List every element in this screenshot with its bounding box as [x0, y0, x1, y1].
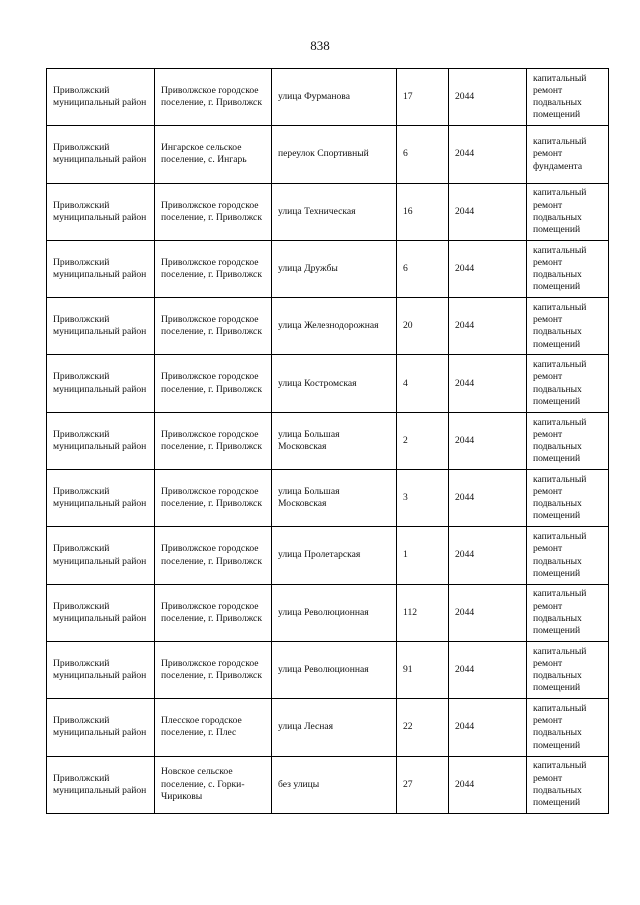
house-number-cell: 2	[397, 412, 449, 469]
house-number-cell: 22	[397, 699, 449, 756]
year-cell: 2044	[449, 298, 527, 355]
table-row	[47, 699, 609, 756]
work-type-cell: капитальный ремонт подвальных помещений	[527, 699, 609, 756]
year-cell: 2044	[449, 355, 527, 412]
settlement-cell: Приволжское городское поселение, г. Приволжск	[155, 641, 272, 698]
street-cell: улица Костромская	[272, 355, 397, 412]
house-number-cell: 6	[397, 126, 449, 183]
table-row	[47, 355, 609, 412]
street-cell: улица Пролетарская	[272, 527, 397, 584]
settlement-cell: Приволжское городское поселение, г. Приволжск	[155, 355, 272, 412]
house-number-cell: 4	[397, 355, 449, 412]
table-row	[47, 641, 609, 698]
district-cell: Приволжский муниципальный район	[47, 470, 155, 527]
street-cell: улица Дружбы	[272, 240, 397, 297]
table-row	[47, 412, 609, 469]
district-cell: Приволжский муниципальный район	[47, 298, 155, 355]
work-type-cell: капитальный ремонт подвальных помещений	[527, 298, 609, 355]
district-cell: Приволжский муниципальный район	[47, 183, 155, 240]
work-type-cell: капитальный ремонт подвальных помещений	[527, 69, 609, 126]
year-cell: 2044	[449, 470, 527, 527]
district-cell: Приволжский муниципальный район	[47, 699, 155, 756]
street-cell: улица Революционная	[272, 641, 397, 698]
district-cell: Приволжский муниципальный район	[47, 527, 155, 584]
table-row	[47, 756, 609, 813]
street-cell: улица Лесная	[272, 699, 397, 756]
work-type-cell: капитальный ремонт фундамента	[527, 126, 609, 183]
year-cell: 2044	[449, 584, 527, 641]
work-type-cell: капитальный ремонт подвальных помещений	[527, 183, 609, 240]
year-cell: 2044	[449, 699, 527, 756]
table-row	[47, 126, 609, 183]
street-cell: улица Техническая	[272, 183, 397, 240]
page-number: 838	[310, 38, 330, 53]
street-cell: улица Фурманова	[272, 69, 397, 126]
year-cell: 2044	[449, 756, 527, 813]
table-row	[47, 298, 609, 355]
house-number-cell: 27	[397, 756, 449, 813]
table-row	[47, 240, 609, 297]
settlement-cell: Новское сельское поселение, с. Горки-Чириковы	[155, 756, 272, 813]
house-number-cell: 91	[397, 641, 449, 698]
street-cell: без улицы	[272, 756, 397, 813]
house-number-cell: 1	[397, 527, 449, 584]
district-cell: Приволжский муниципальный район	[47, 584, 155, 641]
table-row	[47, 470, 609, 527]
table-row	[47, 183, 609, 240]
registry-table	[46, 68, 609, 814]
table-row	[47, 584, 609, 641]
house-number-cell: 6	[397, 240, 449, 297]
work-type-cell: капитальный ремонт подвальных помещений	[527, 584, 609, 641]
district-cell: Приволжский муниципальный район	[47, 240, 155, 297]
house-number-cell: 112	[397, 584, 449, 641]
settlement-cell: Приволжское городское поселение, г. Приволжск	[155, 240, 272, 297]
settlement-cell: Приволжское городское поселение, г. Приволжск	[155, 527, 272, 584]
year-cell: 2044	[449, 240, 527, 297]
work-type-cell: капитальный ремонт подвальных помещений	[527, 240, 609, 297]
year-cell: 2044	[449, 126, 527, 183]
work-type-cell: капитальный ремонт подвальных помещений	[527, 641, 609, 698]
street-cell: переулок Спортивный	[272, 126, 397, 183]
year-cell: 2044	[449, 412, 527, 469]
house-number-cell: 16	[397, 183, 449, 240]
district-cell: Приволжский муниципальный район	[47, 355, 155, 412]
settlement-cell: Приволжское городское поселение, г. Приволжск	[155, 183, 272, 240]
year-cell: 2044	[449, 69, 527, 126]
district-cell: Приволжский муниципальный район	[47, 412, 155, 469]
table-row	[47, 69, 609, 126]
year-cell: 2044	[449, 641, 527, 698]
work-type-cell: капитальный ремонт подвальных помещений	[527, 756, 609, 813]
table-row	[47, 527, 609, 584]
house-number-cell: 20	[397, 298, 449, 355]
house-number-cell: 17	[397, 69, 449, 126]
street-cell: улица Революционная	[272, 584, 397, 641]
settlement-cell: Приволжское городское поселение, г. Приволжск	[155, 298, 272, 355]
street-cell: улица Железнодорожная	[272, 298, 397, 355]
year-cell: 2044	[449, 527, 527, 584]
house-number-cell: 3	[397, 470, 449, 527]
settlement-cell: Приволжское городское поселение, г. Приволжск	[155, 412, 272, 469]
settlement-cell: Приволжское городское поселение, г. Приволжск	[155, 470, 272, 527]
registry-body	[47, 69, 609, 814]
street-cell: улица Большая Московская	[272, 412, 397, 469]
district-cell: Приволжский муниципальный район	[47, 69, 155, 126]
settlement-cell: Приволжское городское поселение, г. Приволжск	[155, 69, 272, 126]
district-cell: Приволжский муниципальный район	[47, 641, 155, 698]
work-type-cell: капитальный ремонт подвальных помещений	[527, 412, 609, 469]
work-type-cell: капитальный ремонт подвальных помещений	[527, 470, 609, 527]
settlement-cell: Ингарское сельское поселение, с. Ингарь	[155, 126, 272, 183]
district-cell: Приволжский муниципальный район	[47, 756, 155, 813]
district-cell: Приволжский муниципальный район	[47, 126, 155, 183]
settlement-cell: Плесское городское поселение, г. Плес	[155, 699, 272, 756]
settlement-cell: Приволжское городское поселение, г. Приволжск	[155, 584, 272, 641]
work-type-cell: капитальный ремонт подвальных помещений	[527, 527, 609, 584]
work-type-cell: капитальный ремонт подвальных помещений	[527, 355, 609, 412]
year-cell: 2044	[449, 183, 527, 240]
street-cell: улица Большая Московская	[272, 470, 397, 527]
